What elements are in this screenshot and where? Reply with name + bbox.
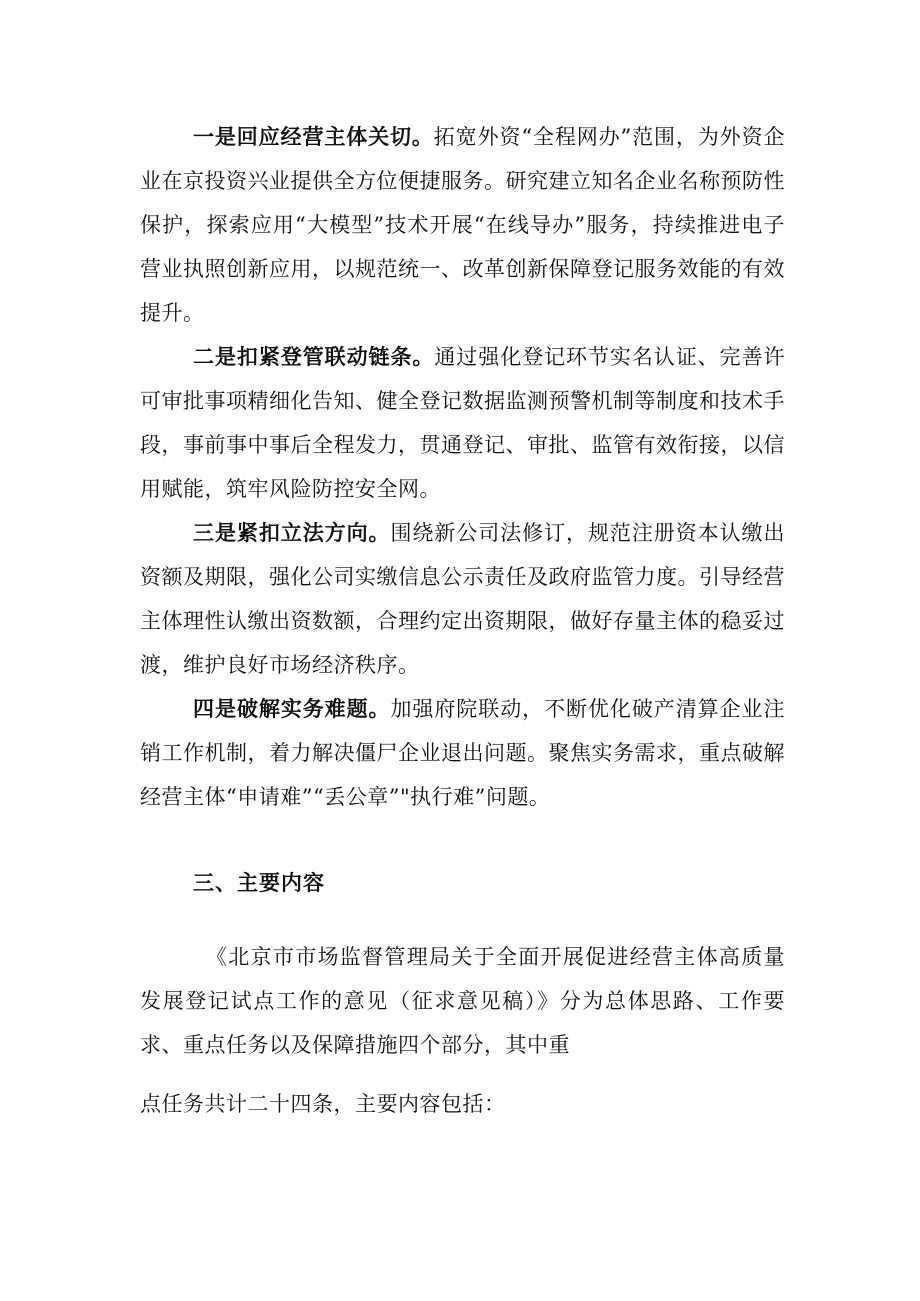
- paragraph-lead: 三是紧扣立法方向。: [193, 520, 391, 545]
- paragraph-body: 加强府院联动，不断优化破产清算企业注销工作机制，着力解决僵尸企业退出问题。聚焦实务需求，重点破解经营主体“申请难”“丢公章”"执行难”问题。: [140, 697, 786, 809]
- paragraph-continuation-line: 点任务共计二十四条，主要内容包括：: [140, 1092, 506, 1116]
- paragraph-responding-to-business-concerns: [140, 115, 785, 335]
- paragraph-registration-supervision-linkage: [140, 335, 785, 511]
- paragraph-document-overview: 《北京市市场监督管理局关于全面开展促进经营主体高质量发展登记试点工作的意见（征求意见稿）》分为总体思路、工作要求、重点任务以及保障措施四个部分，其中重: [140, 945, 785, 1057]
- paragraph-body: 通过强化登记环节实名认证、完善许可审批事项精细化告知、健全登记数据监测预警机制等制度和技术手段，事前事中事后全程发力，贯通登记、审批、监管有效衔接，以信用赋能，筑牢风险防控安全网。: [140, 345, 786, 501]
- paragraph-body: 拓宽外资“全程网办”范围，为外资企业在京投资兴业提供全方位便捷服务。研究建立知名企业名称预防性保护，探索应用“大模型”技术开展“在线导办”服务，持续推进电子营业执照创新应用，以规范统一、改革创新保障登记服务效能的有效提升。: [140, 125, 785, 325]
- paragraph-legislative-direction: [140, 511, 785, 687]
- paragraph-lead: 二是扣紧登管联动链条。: [193, 344, 435, 369]
- paragraph-lead: 四是破解实务难题。: [193, 696, 391, 721]
- paragraph-body: 围绕新公司法修订，规范注册资本认缴出资额及期限，强化公司实缴信息公示责任及政府监管力度。引导经营主体理性认缴出资数额，合理约定出资期限，做好存量主体的稳妥过渡，维护良好市场经济秩序。: [140, 521, 786, 677]
- paragraph-practical-problems: [140, 687, 785, 819]
- paragraph-lead: 一是回应经营主体关切。: [193, 124, 434, 149]
- section-heading-main-content: 三、主要内容: [193, 870, 325, 895]
